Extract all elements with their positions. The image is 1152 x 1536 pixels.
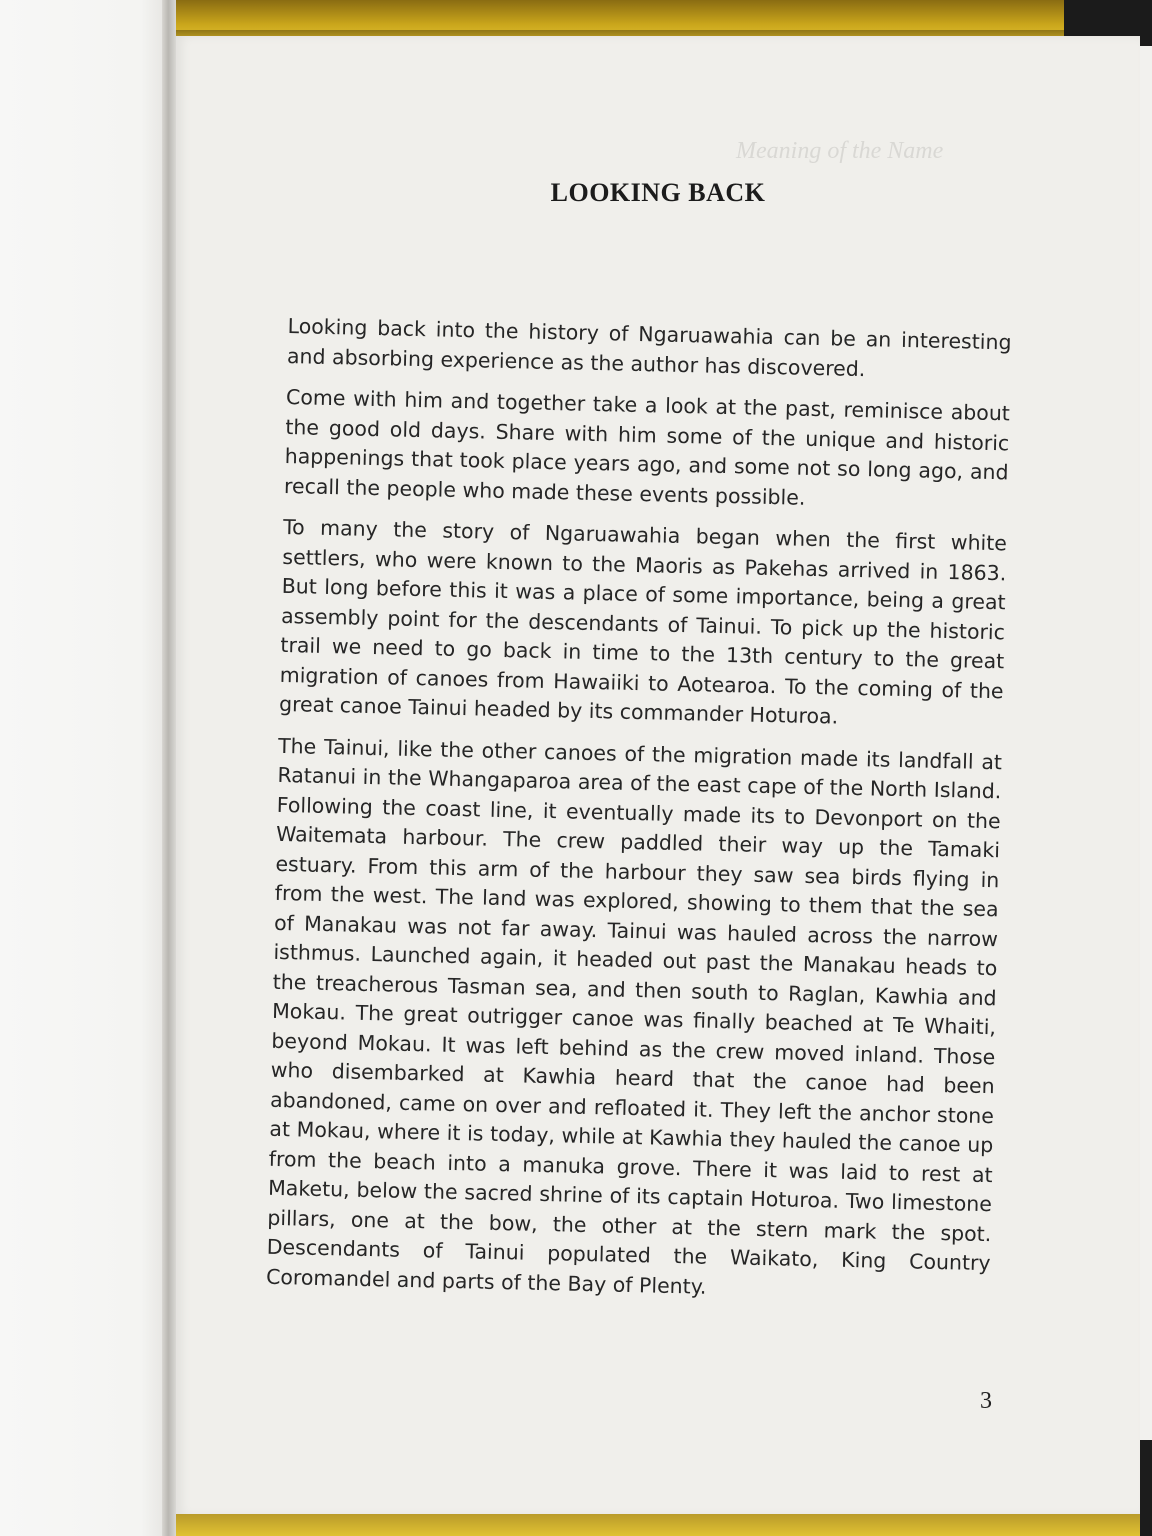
paragraph-1: Looking back into the history of Ngaruawahia can be an interesting and absorbing experience as the author has discovered. — [286, 313, 1012, 381]
chapter-body — [265, 312, 1011, 1320]
cover-edge-bottom — [176, 1514, 1152, 1536]
show-through-heading: Meaning of the Name — [736, 138, 944, 164]
facing-page-margin — [0, 0, 166, 1536]
paragraph-2: Come with him and together take a look at the past, reminisce about the good old days. Share with him some of the unique and historic happenings that took place years ago, and some not so long ago, and recall the people who made these events possible. — [283, 384, 1011, 510]
paragraph-4: The Tainui, like the other canoes of the migration made its landfall at Ratanui in the Whangaparoa area of the east cape of the North Island. Following the coast line, it eventually made its to Devonport on the Waitemata harbour. The crew paddled their way up the Tamaki estuary. From this arm of the harbour they saw sea birds flying in from the west. The land was explored, showing to them that the sea of Manakau was not far away. Tainui was hauled across the narrow isthmus. Launched again, it headed out past the Manakau heads to the treacherous Tasman sea, and then south to Raglan, Kawhia and Mokau. The great outrigger canoe was finally beached at Te Whaiti, beyond Mokau. It was left behind as the crew moved inland. Those who disembarked at Kawhia heard that the canoe had been abandoned, came on over and refloated it. They left the anchor stone at Mokau, where it is today, while at Kawhia they hauled the canoe up from the beach into a manuka grove. There it was laid to rest at Maketu, below the sacred shrine of its captain Hoturoa. Two limestone pillars, one at the bow, the other at the stern mark the spot. Descendants of Tainui populated the Waikato, King Country Coromandel and parts of the Bay of Plenty. — [265, 733, 1003, 1299]
cover-edge-right — [1140, 1440, 1152, 1536]
paragraph-3: To many the story of Ngaruawahia began when the first white settlers, who were known to the Maoris as Pakehas arrived in 1863. But long before this it was a place of some importance, being a great assembly point for the descendants of Tainui. To pick up the historic trail we need to go back in time to the 13th century to the great migration of canoes from Hawaiiki to Aotearoa. To the coming of the great canoe Tainui headed by its commander Hoturoa. — [278, 514, 1008, 729]
chapter-title: LOOKING BACK — [550, 178, 766, 207]
page-number: 3 — [980, 1388, 992, 1414]
book-gutter — [162, 0, 176, 1536]
